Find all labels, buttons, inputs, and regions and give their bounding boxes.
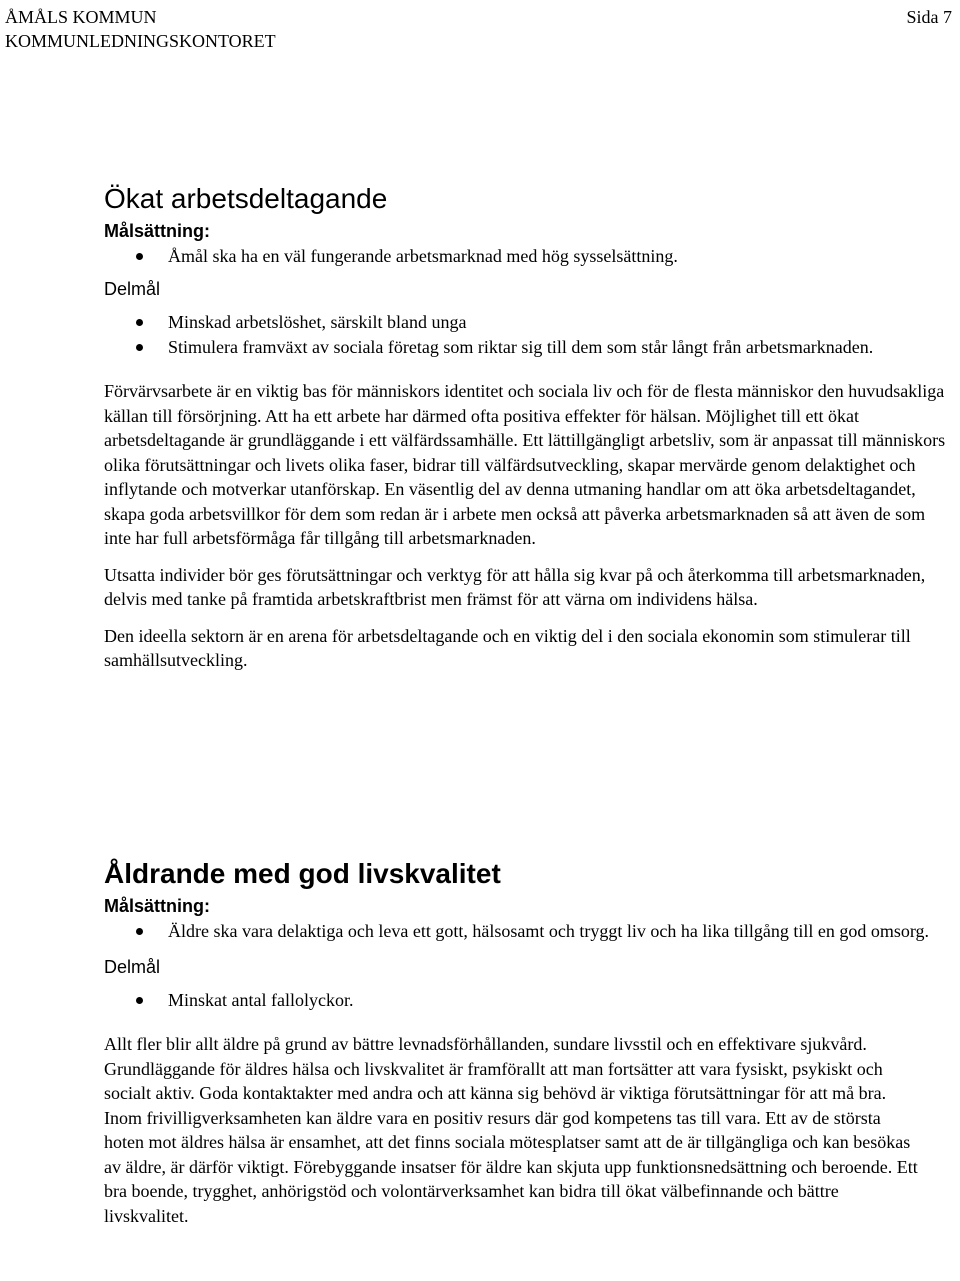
list-item: Åmål ska ha en väl fungerande arbetsmarknad med hög sysselsättning. [104, 244, 954, 269]
paragraph: Allt fler blir allt äldre på grund av bättre levnadsförhållanden, sundare livsstil och en effektivare sjukvård. Grundläggande för äldres hälsa och livskvalitet är framförallt att man fortsätter att vara fysiskt, psykiskt och socialt aktiv. Goda kontaktakter med andra och att känna sig behövd är viktiga förutsättningar för att må bra. Inom frivilligverksamheten kan äldre vara en positiv resurs där god kompetens tas till vara. Ett av de största hoten mot äldres hälsa är ensamhet, att det finns sociala mötesplatser samt att de är tillgängliga och kan besökas av äldre, är därför viktigt. Förebyggande insatser för äldre kan skjuta upp funktionsnedsättning och beroende. Ett bra boende, trygghet, anhörigstöd och volontärverksamhet kan bidra till ökat välbefinnande och bättre livskvalitet. [104, 1034, 918, 1226]
subgoal-list [104, 310, 954, 360]
section-work-participation [104, 180, 954, 673]
paragraph: Utsatta individer bör ges förutsättningar och verktyg för att hålla sig kvar på och återkomma till arbetsmarknaden, delvis med tanke på framtida arbetskraftbrist men främst för att värna om individens hälsa. [104, 564, 926, 609]
paragraph: Den ideella sektorn är en arena för arbetsdeltagande och en viktig del i den sociala ekonomin som stimulerar till samhällsutveckling. [104, 625, 911, 670]
page-header [5, 5, 952, 53]
section-title: Åldrande med god livskvalitet [104, 858, 501, 889]
bullet-icon [136, 928, 143, 935]
bullet-icon [136, 319, 143, 326]
list-item: Stimulera framväxt av sociala företag som riktar sig till dem som står långt från arbetsmarknaden. [104, 335, 954, 360]
bullet-icon [136, 997, 143, 1004]
list-item: Äldre ska vara delaktiga och leva ett gott, hälsosamt och tryggt liv och ha lika tillgång till en god omsorg. [104, 919, 954, 944]
section-title: Ökat arbetsdeltagande [104, 183, 388, 214]
subgoal-list [104, 988, 954, 1013]
goal-list [104, 919, 954, 944]
bullet-icon [136, 344, 143, 351]
department-name: KOMMUNLEDNINGSKONTORET [5, 31, 276, 51]
list-item: Minskat antal fallolyckor. [104, 988, 954, 1013]
list-item: Minskad arbetslöshet, särskilt bland unga [104, 310, 954, 335]
page-number: Sida 7 [906, 7, 952, 27]
municipality-name: ÅMÅLS KOMMUN [5, 7, 157, 27]
bullet-icon [136, 253, 143, 260]
goal-label: Målsättning: [104, 221, 210, 241]
paragraph: Förvärvsarbete är en viktig bas för människors identitet och sociala liv och för de flesta människor den huvudsakliga källan till försörjning. Att ha ett arbete har därmed ofta positiva effekter för hälsan. Möjlighet till ett ökat arbetsdeltagande är grundläggande i ett välfärdssamhälle. Ett lättillgängligt arbetsliv, som är anpassat till människors olika förutsättningar och livets olika faser, bidrar till välfärdsutveckling, skapar mervärde genom delaktighet och inflytande och motverkar utanförskap. En väsentlig del av denna utmaning handlar om att öka arbetsdeltagandet, skapa goda arbetsvillkor för dem som redan är i arbete men också att påverka arbetsmarknaden så att även de som inte har full arbetsförmåga får tillgång till arbetsmarknaden. [104, 381, 946, 548]
section-aging-well [104, 855, 954, 1228]
goal-label: Målsättning: [104, 896, 210, 916]
subgoal-label: Delmål [104, 957, 161, 977]
goal-list [104, 244, 954, 269]
subgoal-label: Delmål [104, 279, 161, 299]
